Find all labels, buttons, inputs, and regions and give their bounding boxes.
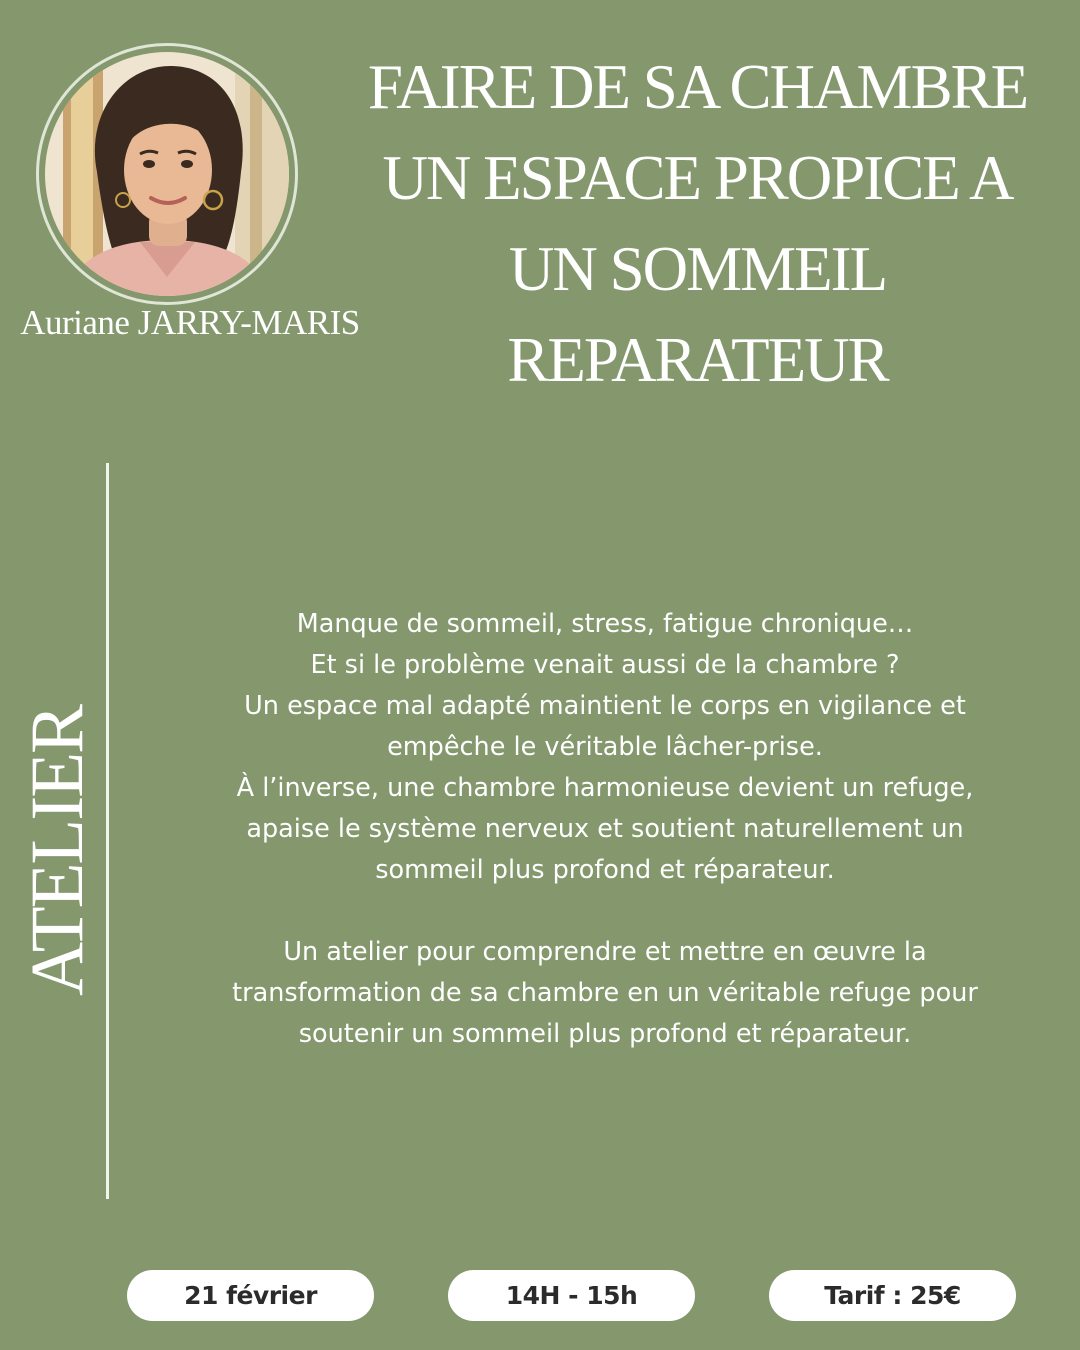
description-line: apaise le système nerveux et soutient naturellement un (246, 814, 964, 844)
vertical-divider (106, 463, 109, 1199)
description-line: Et si le problème venait aussi de la chambre ? (310, 650, 900, 680)
price-badge: Tarif : 25€ (769, 1270, 1016, 1321)
speaker-name: Auriane JARRY-MARIS (20, 303, 360, 342)
speaker-photo (45, 52, 289, 296)
paragraph-gap (170, 891, 1040, 932)
time-badge: 14H - 15h (448, 1270, 695, 1321)
description-line: Un espace mal adapté maintient le corps en vigilance et (244, 691, 966, 721)
title-line: UN ESPACE PROPICE A (382, 143, 1013, 213)
description-line: À l’inverse, une chambre harmonieuse devient un refuge, (236, 773, 974, 803)
date-badge: 21 février (127, 1270, 374, 1321)
title-line: UN SOMMEIL (508, 234, 887, 304)
category-label: ATELIER (16, 705, 99, 997)
title-line: REPARATEUR (507, 325, 888, 395)
title-line: FAIRE DE SA CHAMBRE (367, 52, 1028, 122)
description-line: empêche le véritable lâcher-prise. (387, 732, 823, 762)
page-title (340, 42, 1055, 406)
description-line: Manque de sommeil, stress, fatigue chronique… (296, 609, 914, 639)
description-line: Un atelier pour comprendre et mettre en œuvre la (283, 937, 927, 967)
description-line: sommeil plus profond et réparateur. (375, 855, 835, 885)
description-line: soutenir un sommeil plus profond et réparateur. (298, 1019, 912, 1049)
description-line: transformation de sa chambre en un véritable refuge pour (232, 978, 978, 1008)
description (170, 604, 1040, 1055)
